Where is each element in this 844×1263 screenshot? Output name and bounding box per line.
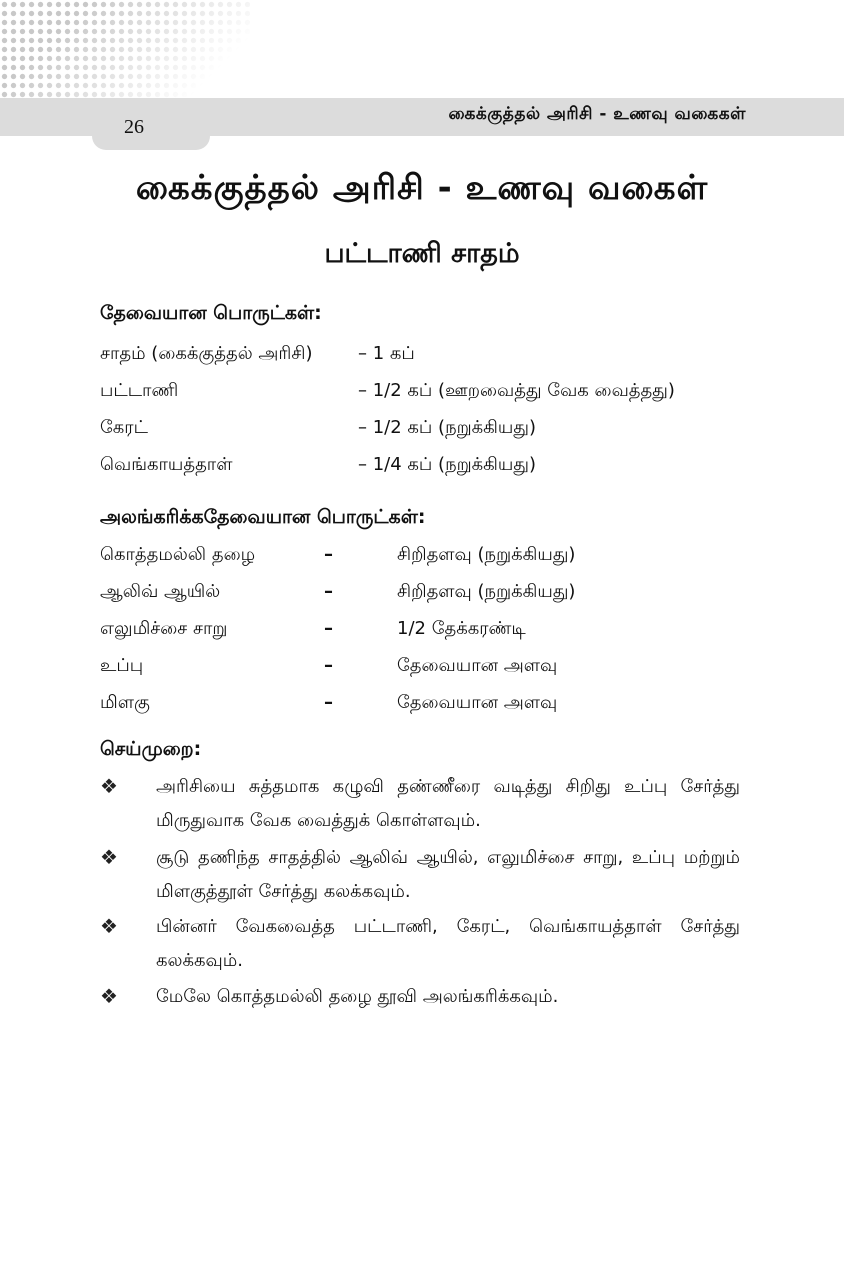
ingredient-quantity: – 1 கப்	[358, 343, 415, 364]
ingredients-heading: தேவையான பொருட்கள்:	[100, 302, 322, 324]
ingredient-name: வெங்காயத்தாள்	[100, 454, 233, 475]
ingredient-name: கேரட்	[100, 417, 148, 438]
garnish-name: எலுமிச்சை சாறு	[100, 618, 228, 639]
garnish-name: கொத்தமல்லி தழை	[100, 544, 256, 565]
garnish-dash: –	[324, 544, 333, 565]
garnish-dash: –	[324, 692, 333, 713]
garnish-dash: –	[324, 618, 333, 639]
running-title: கைக்குத்தல் அரிசி - உணவு வகைகள்	[448, 104, 746, 124]
garnish-name: உப்பு	[100, 655, 144, 676]
diamond-bullet-icon: ❖	[100, 984, 118, 1008]
method-step-text: மேலே கொத்தமல்லி தழை தூவி அலங்கரிக்கவும்.	[156, 986, 559, 1007]
method-step-text: சூடு தணிந்த சாதத்தில் ஆலிவ் ஆயில், எலுமிச்சை சாறு, உப்பு மற்றும் மிளகுத்தூள் சேர்த்து கலக்கவும்.	[156, 847, 740, 902]
diamond-bullet-icon: ❖	[100, 845, 118, 869]
garnish-name: மிளகு	[100, 692, 150, 713]
halftone-dot-decoration	[0, 0, 250, 110]
garnish-quantity: சிறிதளவு (நறுக்கியது)	[397, 581, 576, 602]
garnish-quantity: தேவையான அளவு	[397, 692, 558, 713]
garnish-heading: அலங்கரிக்கதேவையான பொருட்கள்:	[100, 506, 426, 528]
recipe-title: பட்டாணி சாதம்	[324, 238, 520, 269]
garnish-quantity: 1/2 தேக்கரண்டி	[397, 618, 526, 639]
garnish-name: ஆலிவ் ஆயில்	[100, 581, 221, 602]
garnish-dash: –	[324, 655, 333, 676]
diamond-bullet-icon: ❖	[100, 774, 118, 798]
diamond-bullet-icon: ❖	[100, 914, 118, 938]
page-number: 26	[124, 116, 144, 138]
method-heading: செய்முறை:	[100, 738, 202, 760]
ingredient-quantity: – 1/2 கப் (நறுக்கியது)	[358, 417, 536, 438]
ingredient-quantity: – 1/4 கப் (நறுக்கியது)	[358, 454, 536, 475]
garnish-quantity: தேவையான அளவு	[397, 655, 558, 676]
ingredient-name: சாதம் (கைக்குத்தல் அரிசி)	[100, 343, 313, 364]
ingredient-name: பட்டாணி	[100, 380, 179, 401]
garnish-quantity: சிறிதளவு (நறுக்கியது)	[397, 544, 576, 565]
garnish-dash: –	[324, 581, 333, 602]
method-step-text: பின்னர் வேகவைத்த பட்டாணி, கேரட், வெங்காயத்தாள் சேர்த்து கலக்கவும்.	[156, 916, 740, 971]
ingredient-quantity: – 1/2 கப் (ஊறவைத்து வேக வைத்தது)	[358, 380, 675, 401]
chapter-title: கைக்குத்தல் அரிசி - உணவு வகைள்	[135, 168, 709, 208]
method-step-text: அரிசியை சுத்தமாக கழுவி தண்ணீரை வடித்து சிறிது உப்பு சேர்த்து மிருதுவாக வேக வைத்துக் கொள்ளவும்.	[156, 776, 740, 831]
page-number-tab	[92, 112, 210, 150]
